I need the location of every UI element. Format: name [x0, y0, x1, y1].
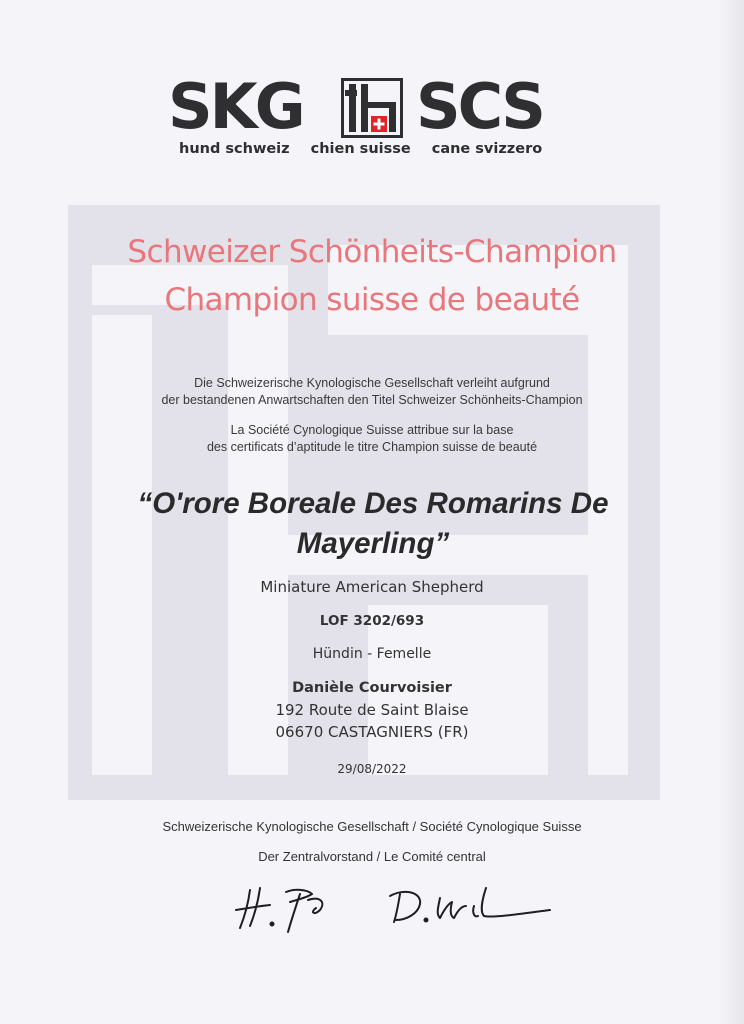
logo-text-skg: SKG [168, 70, 303, 143]
intro-german-line: Die Schweizerische Kynologische Gesellschaft verleiht aufgrund [194, 376, 550, 390]
society-logo [168, 72, 568, 162]
logo-subtitle-de: hund schweiz [179, 141, 290, 157]
dog-name [90, 484, 656, 564]
intro-french [0, 422, 744, 456]
signature-right [390, 888, 550, 922]
logo-subtitle-it: cane svizzero [431, 141, 543, 157]
signatures [230, 880, 570, 940]
page-edge-shadow [718, 0, 744, 1024]
owner-address-street: 192 Route de Saint Blaise [275, 701, 469, 719]
logo-subtitle-fr: chien suisse [310, 141, 411, 157]
title-german: Schweizer Schönheits-Champion [127, 234, 617, 270]
intro-german [0, 375, 744, 409]
logo-subtitles [179, 141, 579, 157]
swiss-chair-logo-icon [341, 78, 403, 138]
intro-french-line: des certificats d’aptitude le titre Champion suisse de beauté [206, 440, 538, 454]
dog-breed: Miniature American Shepherd [260, 578, 484, 596]
title-french: Champion suisse de beauté [164, 282, 580, 318]
dog-sex: Hündin - Femelle [312, 646, 432, 662]
logo-text-scs: SCS [416, 70, 543, 143]
footer-society: Schweizerische Kynologische Gesellschaft / Société Cynologique Suisse [162, 819, 582, 834]
intro-german-line: der bestandenen Anwartschaften den Titel Schweizer Schönheits-Champion [161, 393, 583, 407]
certificate-date: 29/08/2022 [337, 762, 407, 776]
owner-name: Danièle Courvoisier [292, 680, 452, 696]
owner-address-city: 06670 CASTAGNIERS (FR) [275, 723, 469, 741]
footer-board: Der Zentralvorstand / Le Comité central [258, 849, 486, 864]
signature-left [236, 888, 322, 932]
dog-name-line: Mayerling” [296, 527, 450, 560]
intro-french-line: La Société Cynologique Suisse attribue sur la base [230, 423, 514, 437]
dog-name-line: “O'rore Boreale Des Romarins De [137, 487, 609, 520]
registration-number: LOF 3202/693 [319, 613, 425, 629]
